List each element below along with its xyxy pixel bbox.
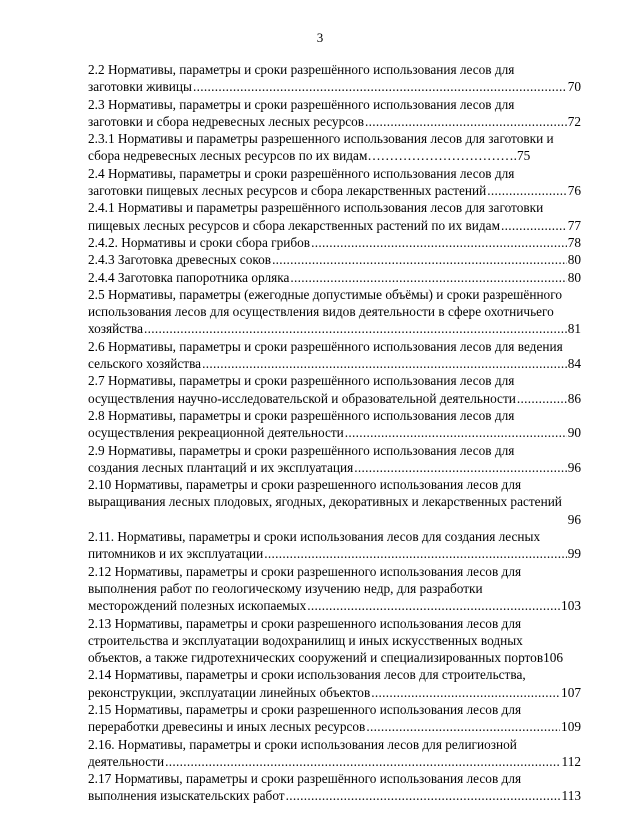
- toc-page-number: 103: [561, 598, 581, 614]
- toc-page-number: 70: [567, 79, 581, 95]
- toc-page-number: 81: [567, 321, 581, 337]
- toc-entry-title: 2.4.2. Нормативы и сроки сбора грибов: [88, 234, 311, 250]
- toc-page-number: 77: [567, 217, 581, 233]
- toc-entry-last-line: [88, 251, 581, 268]
- toc-entry-line: 2.10 Нормативы, параметры и сроки разрешенного использования лесов для: [88, 477, 522, 493]
- toc-entry-last-line: [88, 787, 581, 804]
- table-of-contents: [88, 61, 581, 805]
- toc-entry-line: 2.4.1 Нормативы и параметры разрешённого использования лесов для заготовки: [88, 200, 544, 216]
- toc-entry-line: 2.14 Нормативы, параметры и сроки использования лесов для строительства,: [88, 667, 526, 683]
- toc-entry-last-line: объектов, а также гидротехнических сооружений и специализированных портов106: [88, 650, 564, 666]
- toc-entry-title: выполнения изыскательских работ: [88, 788, 285, 804]
- toc-entry-line: использования лесов для осуществления видов деятельности в сфере охотничьего: [88, 304, 554, 320]
- toc-entry-line: 2.3 Нормативы, параметры и сроки разрешённого использования лесов для: [88, 96, 515, 112]
- toc-entry-last-line: [88, 390, 581, 407]
- toc-entry-title: 2.4.4 Заготовка папоротника орляка: [88, 269, 290, 285]
- toc-entry-title: заготовки и сбора недревесных лесных ресурсов: [88, 113, 365, 129]
- toc-entry-title: деятельности: [88, 753, 165, 769]
- toc-entry[interactable]: [88, 286, 581, 338]
- toc-entry-title: 2.4.3 Заготовка древесных соков: [88, 252, 272, 268]
- toc-entry-last-line: [88, 113, 581, 130]
- toc-entry-title: реконструкции, эксплуатации линейных объектов: [88, 684, 371, 700]
- dot-leader: [345, 424, 567, 441]
- toc-page-number: 109: [561, 719, 581, 735]
- toc-entry-title: заготовки живицы: [88, 79, 192, 95]
- toc-entry[interactable]: [88, 251, 581, 268]
- toc-entry-last-line: [88, 545, 581, 562]
- toc-entry-last-line: [88, 355, 581, 372]
- toc-entry-line: 2.7 Нормативы, параметры и сроки разрешённого использования лесов для: [88, 373, 515, 389]
- toc-page-number: 107: [561, 684, 581, 700]
- toc-entry[interactable]: [88, 528, 581, 563]
- toc-entry[interactable]: [88, 770, 581, 805]
- dot-leader: [264, 545, 566, 562]
- toc-entry-last-line: [88, 234, 581, 251]
- toc-entry-title: сельского хозяйства: [88, 356, 202, 372]
- toc-entry-last-line: [88, 217, 581, 234]
- toc-entry-line: 2.6 Нормативы, параметры и сроки разрешённого использования лесов для ведения: [88, 338, 563, 354]
- toc-entry-line: 2.16. Нормативы, параметры и сроки использования лесов для религиозной: [88, 736, 517, 752]
- dot-leader: [501, 217, 567, 234]
- toc-page-number: 96: [567, 511, 581, 527]
- toc-entry[interactable]: [88, 563, 581, 615]
- toc-entry-last-line: [88, 684, 581, 701]
- dot-leader: [365, 113, 567, 130]
- dot-leader: [193, 78, 567, 95]
- toc-entry[interactable]: [88, 615, 581, 667]
- toc-entry-last-line: [88, 597, 581, 614]
- toc-entry-title: пищевых лесных ресурсов и сбора лекарственных растений по их видам: [88, 217, 500, 233]
- toc-entry-line: 2.3.1 Нормативы и параметры разрешенного использования лесов для заготовки и: [88, 131, 554, 147]
- toc-entry-line: 2.2 Нормативы, параметры и сроки разрешённого использования лесов для: [88, 62, 515, 77]
- dot-leader: [286, 787, 561, 804]
- toc-entry[interactable]: [88, 372, 581, 407]
- toc-page-number: 80: [567, 269, 581, 285]
- toc-entry-line: 2.5 Нормативы, параметры (ежегодные допустимые объёмы) и сроки разрешённого: [88, 286, 562, 302]
- toc-entry[interactable]: [88, 666, 581, 701]
- toc-entry-line: 2.4 Нормативы, параметры и сроки разрешённого использования лесов для: [88, 165, 515, 181]
- toc-entry-last-line: [88, 459, 581, 476]
- dot-leader: [202, 355, 567, 372]
- dot-leader: [311, 234, 567, 251]
- dot-leader: [272, 251, 567, 268]
- toc-entry-last-line: [88, 320, 581, 337]
- toc-entry[interactable]: [88, 407, 581, 442]
- toc-page-number: 99: [567, 546, 581, 562]
- toc-entry-line: 2.12 Нормативы, параметры и сроки разрешенного использования лесов для: [88, 563, 522, 579]
- toc-page-number: 90: [567, 425, 581, 441]
- toc-entry[interactable]: [88, 165, 581, 200]
- dot-leader: [144, 320, 567, 337]
- toc-page-number: 86: [567, 390, 581, 406]
- toc-entry-last-line: [88, 78, 581, 95]
- toc-entry-line: 2.9 Нормативы, параметры и сроки разрешённого использования лесов для: [88, 442, 515, 458]
- toc-entry[interactable]: [88, 234, 581, 251]
- toc-entry-title: месторождений полезных ископаемых: [88, 598, 307, 614]
- dot-leader: [354, 459, 566, 476]
- toc-entry-last-line: [88, 718, 581, 735]
- toc-entry[interactable]: [88, 269, 581, 286]
- dot-leader: [307, 597, 560, 614]
- toc-entry-title: осуществления рекреационной деятельности: [88, 425, 344, 441]
- toc-entry-last-line: сбора недревесных лесных ресурсов по их видам…………………………….75: [88, 148, 531, 164]
- toc-page-number: 113: [561, 788, 581, 804]
- toc-entry-title: переработки древесины и иных лесных ресурсов: [88, 719, 366, 735]
- toc-entry-last-line: [88, 182, 581, 199]
- toc-entry-title: создания лесных плантаций и их эксплуатация: [88, 459, 354, 475]
- toc-entry[interactable]: [88, 130, 581, 165]
- toc-entry-line: 2.17 Нормативы, параметры и сроки разрешённого использования лесов для: [88, 771, 522, 787]
- toc-entry-title: питомников и их эксплуатации: [88, 546, 264, 562]
- toc-entry[interactable]: [88, 199, 581, 234]
- toc-entry-line: строительства и эксплуатации водохранилищ и иных искусственных водных: [88, 632, 523, 648]
- toc-page-number: 80: [567, 252, 581, 268]
- toc-entry-last-line: [88, 269, 581, 286]
- toc-entry-line: 2.15 Нормативы, параметры и сроки разрешенного использования лесов для: [88, 701, 522, 717]
- toc-entry[interactable]: [88, 338, 581, 373]
- toc-entry-line: выполнения работ по геологическому изучению недр, для разработки: [88, 580, 483, 596]
- toc-page-number: 96: [567, 459, 581, 475]
- toc-entry[interactable]: [88, 476, 581, 528]
- toc-entry-line: 2.13 Нормативы, параметры и сроки разрешенного использования лесов для: [88, 615, 522, 631]
- toc-entry-last-line: [88, 753, 581, 770]
- page-number: 3: [316, 30, 324, 45]
- toc-entry-last-line: [88, 424, 581, 441]
- toc-entry-line: 2.11. Нормативы, параметры и сроки использования лесов для создания лесных: [88, 529, 541, 545]
- toc-page-number: 76: [567, 183, 581, 199]
- toc-page-number: 72: [567, 113, 581, 129]
- toc-page-number: 112: [561, 753, 581, 769]
- toc-entry-line: выращивания лесных плодовых, ягодных, декоративных и лекарственных растений: [88, 494, 562, 510]
- toc-page-number: 78: [567, 234, 581, 250]
- dot-leader: [290, 269, 566, 286]
- toc-entry[interactable]: [88, 736, 581, 771]
- toc-entry[interactable]: [88, 96, 581, 131]
- toc-entry[interactable]: [88, 61, 581, 96]
- dot-leader: [517, 390, 567, 407]
- toc-entry[interactable]: [88, 701, 581, 736]
- dot-leader: [487, 182, 566, 199]
- dot-leader: [371, 684, 560, 701]
- toc-entry-title: хозяйства: [88, 321, 143, 337]
- toc-entry[interactable]: [88, 442, 581, 477]
- dot-leader: [165, 753, 560, 770]
- toc-entry-title: осуществления научно-исследовательской и образовательной деятельности: [88, 390, 516, 406]
- dot-leader: [366, 718, 560, 735]
- toc-entry-line: 2.8 Нормативы, параметры и сроки разрешённого использования лесов для: [88, 407, 515, 423]
- toc-page-number: 84: [567, 356, 581, 372]
- toc-entry-title: заготовки пищевых лесных ресурсов и сбора лекарственных растений: [88, 183, 487, 199]
